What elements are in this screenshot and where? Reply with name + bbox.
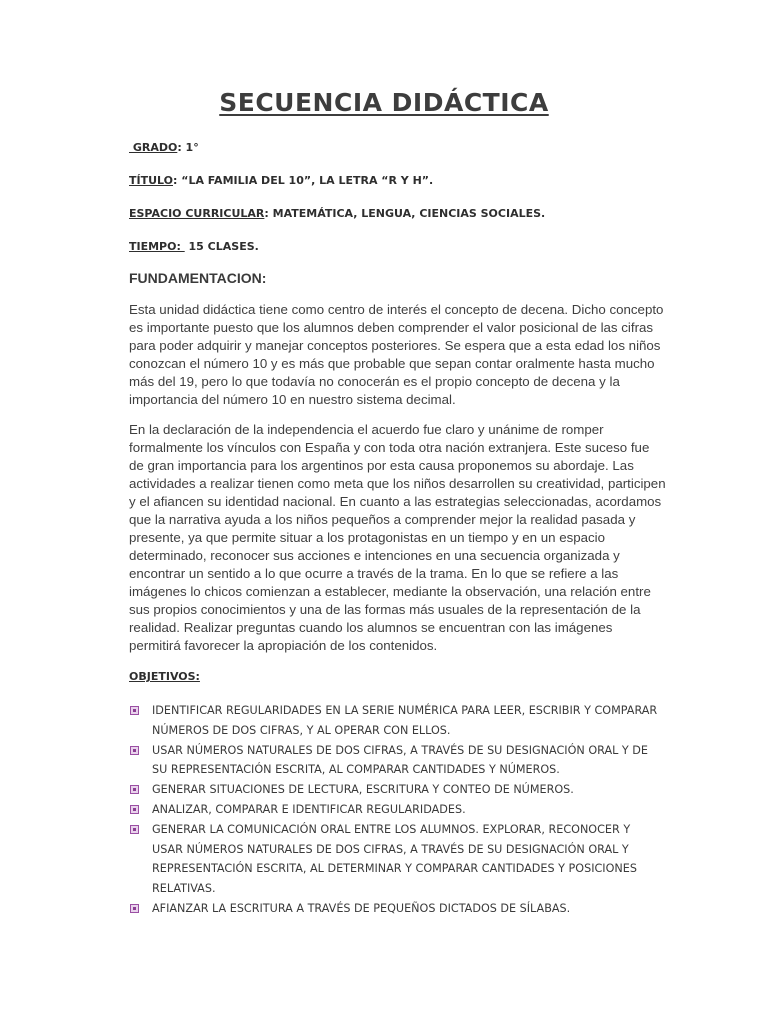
- objective-item: [129, 780, 689, 800]
- paragraph-line: encontrar un sentido a lo que ocurre a través de la trama. En lo que se refiere a las: [129, 566, 619, 581]
- bullet-icon: [130, 904, 139, 913]
- objective-item: [129, 820, 689, 899]
- paragraph-line: que la narrativa ayuda a los niños pequeños a comprender mejor la realidad pasada y: [129, 512, 636, 527]
- bullet-icon: [130, 805, 139, 814]
- fundamentacion-heading: FUNDAMENTACION:: [129, 270, 267, 286]
- paragraph-line: permitirá favorecer la apropiación de los contenidos.: [129, 638, 438, 653]
- paragraph-line: es importante puesto que los alumnos deben comprender el valor posicional de las cifras: [129, 320, 654, 335]
- field-espacio-value: : MATEMÁTICA, LENGUA, CIENCIAS SOCIALES.: [264, 207, 546, 220]
- objective-line: GENERAR LA COMUNICACIÓN ORAL ENTRE LOS ALUMNOS. EXPLORAR, RECONOCER Y: [152, 822, 631, 836]
- field-titulo: [129, 174, 433, 187]
- field-grado-value: : 1°: [177, 141, 199, 154]
- objective-line: NÚMEROS DE DOS CIFRAS, Y AL OPERAR CON ELLOS.: [152, 723, 451, 737]
- paragraph-line: Esta unidad didáctica tiene como centro de interés el concepto de decena. Dicho concepto: [129, 302, 664, 317]
- objective-line: IDENTIFICAR REGULARIDADES EN LA SERIE NUMÉRICA PARA LEER, ESCRIBIR Y COMPARAR: [152, 704, 658, 717]
- objective-line: RELATIVAS.: [152, 882, 216, 896]
- field-titulo-value: : “LA FAMILIA DEL 10”, LA LETRA “R Y H”.: [173, 174, 434, 187]
- paragraph-line: determinado, reconocer sus acciones e intenciones en una secuencia organizada y: [129, 548, 620, 563]
- bullet-icon: [130, 706, 139, 715]
- objective-line: SU REPRESENTACIÓN ESCRITA, AL COMPARAR CANTIDADES Y NÚMEROS.: [152, 763, 560, 777]
- page-title: SECUENCIA DIDÁCTICA: [219, 88, 549, 117]
- field-espacio-label: ESPACIO CURRICULAR: [129, 207, 265, 220]
- bullet-icon: [130, 785, 139, 794]
- objective-item: [129, 701, 689, 741]
- field-espacio-curricular: [129, 207, 545, 220]
- objective-line: USAR NÚMEROS NATURALES DE DOS CIFRAS, A TRAVÉS DE SU DESIGNACIÓN ORAL Y: [152, 842, 629, 856]
- fundamentacion-paragraph-2: [129, 421, 669, 655]
- objective-item: [129, 899, 689, 919]
- paragraph-line: y el afiancen su identidad nacional. En cuanto a las estrategias seleccionadas, acordamos: [129, 494, 662, 509]
- bullet-icon: [130, 746, 139, 755]
- objetivos-heading: OBJETIVOS:: [129, 670, 200, 683]
- field-tiempo-label: TIEMPO:: [129, 240, 185, 253]
- paragraph-line: formalmente los vínculos con España y con toda otra nación extranjera. Este suceso fue: [129, 440, 650, 455]
- objective-line: AFIANZAR LA ESCRITURA A TRAVÉS DE PEQUEÑOS DICTADOS DE SÍLABAS.: [152, 901, 571, 915]
- objective-item: [129, 741, 689, 781]
- objectives-list: [129, 701, 689, 919]
- paragraph-line: importancia del número 10 en nuestro sistema decimal.: [129, 392, 456, 407]
- fundamentacion-paragraph-1: [129, 301, 669, 409]
- paragraph-line: realidad. Realizar preguntas cuando los alumnos se encuentran con las imágenes: [129, 620, 613, 635]
- field-grado-label: GRADO: [129, 141, 178, 154]
- paragraph-line: imágenes lo chicos comienzan a establecer, mediante la observación, una relación entre: [129, 584, 651, 599]
- bullet-icon: [130, 825, 139, 834]
- field-tiempo: [129, 240, 259, 253]
- paragraph-line: de gran importancia para los argentinos por esta causa proponemos su abordaje. Las: [129, 458, 634, 473]
- paragraph-line: sus propios conocimientos y una de las formas más usuales de la representación de la: [129, 602, 641, 617]
- objective-line: ANALIZAR, COMPARAR E IDENTIFICAR REGULARIDADES.: [152, 802, 466, 816]
- field-tiempo-value: 15 CLASES.: [184, 240, 259, 253]
- objective-line: GENERAR SITUACIONES DE LECTURA, ESCRITURA Y CONTEO DE NÚMEROS.: [152, 783, 574, 797]
- objective-item: [129, 800, 689, 820]
- paragraph-line: presente, ya que permite situar a los protagonistas en un tiempo y en un espacio: [129, 530, 606, 545]
- paragraph-line: actividades a realizar tienen como meta que los niños desarrollen su creatividad, participen: [129, 476, 666, 491]
- paragraph-line: conozcan el número 10 y es más que probable que sepan contar oralmente hasta mucho: [129, 356, 655, 371]
- paragraph-line: En la declaración de la independencia el acuerdo fue claro y unánime de romper: [129, 422, 604, 437]
- objective-line: USAR NÚMEROS NATURALES DE DOS CIFRAS, A TRAVÉS DE SU DESIGNACIÓN ORAL Y DE: [152, 743, 648, 757]
- paragraph-line: para poder adquirir y manejar conceptos posteriores. Se espera que a esta edad los niños: [129, 338, 661, 353]
- field-titulo-label: TÍTULO: [129, 174, 173, 187]
- paragraph-line: más del 19, pero lo que todavía no conocerán es el propio concepto de decena y la: [129, 374, 620, 389]
- objective-line: REPRESENTACIÓN ESCRITA, AL DETERMINAR Y COMPARAR CANTIDADES Y POSICIONES: [152, 862, 637, 876]
- field-grado: [129, 141, 199, 154]
